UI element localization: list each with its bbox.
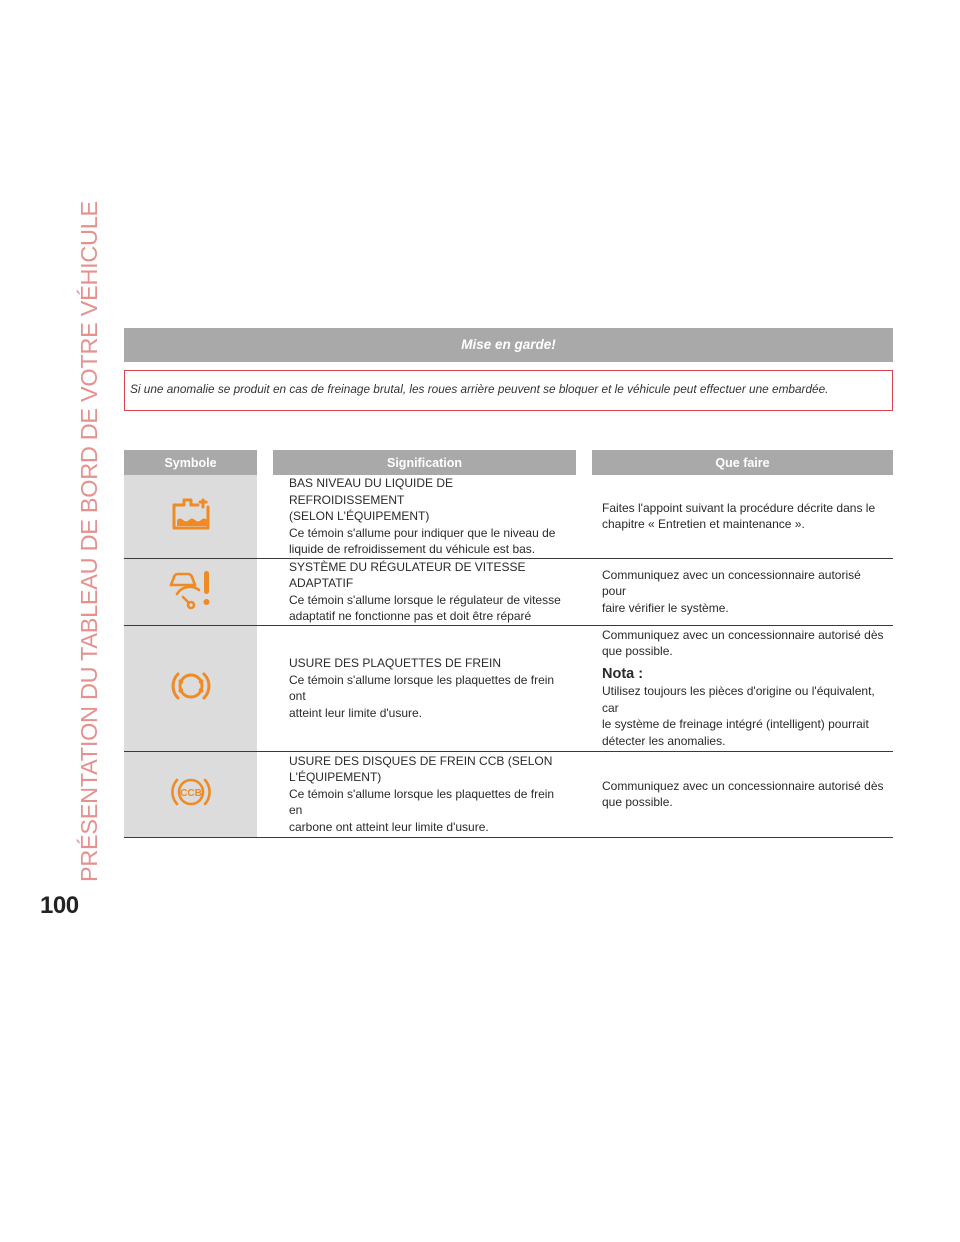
action-cell: Communiquez avec un concessionnaire autorisé dès que possible.: [592, 751, 893, 837]
action-cell: Faites l'appoint suivant la procédure décrite dans le chapitre « Entretien et maintenance ».: [592, 475, 893, 558]
meaning-cell: SYSTÈME DU RÉGULATEUR DE VITESSE ADAPTATIF Ce témoin s'allume lorsque le régulateur de vitesse adaptatif ne fonctionne pas et doit être réparé: [273, 558, 576, 625]
symbol-cell: [124, 751, 257, 837]
warning-title: Mise en garde!: [124, 328, 893, 362]
meaning-cell: USURE DES DISQUES DE FREIN CCB (SELON L'ÉQUIPEMENT) Ce témoin s'allume lorsque les plaquettes de frein en carbone ont atteint leur limite d'usure.: [273, 751, 576, 837]
side-chapter-title: PRÉSENTATION DU TABLEAU DE BORD DE VOTRE VÉHICULE: [76, 201, 102, 882]
coolant-level-icon: [171, 497, 211, 531]
table-row: [124, 475, 893, 558]
warning-text: Si une anomalie se produit en cas de freinage brutal, les roues arrière peuvent se bloquer et le véhicule peut effectuer une embardée.: [124, 370, 893, 411]
header-symbol: Symbole: [124, 450, 257, 475]
table-row: [124, 558, 893, 625]
ccb-label: CCB: [179, 787, 202, 799]
warning-lights-table: [124, 450, 893, 838]
table-header-row: [124, 450, 893, 475]
meaning-cell: USURE DES PLAQUETTES DE FREIN Ce témoin s'allume lorsque les plaquettes de frein ont atteint leur limite d'usure.: [273, 625, 576, 751]
symbol-cell: [124, 475, 257, 558]
page-number: 100: [40, 892, 79, 919]
meaning-cell: BAS NIVEAU DU LIQUIDE DE REFROIDISSEMENT (SELON L'ÉQUIPEMENT) Ce témoin s'allume pour indiquer que le niveau de liquide de refroidissement du véhicule est bas.: [273, 475, 576, 558]
symbol-cell: [124, 625, 257, 751]
nota-title: Nota :: [602, 665, 644, 682]
header-meaning: Signification: [273, 450, 576, 475]
symbol-cell: [124, 558, 257, 625]
table-row: [124, 751, 893, 837]
ccb-disc-wear-icon: [169, 774, 213, 810]
brake-pad-wear-icon: [171, 668, 211, 704]
table-row: [124, 625, 893, 751]
action-cell: Communiquez avec un concessionnaire autorisé pour faire vérifier le système.: [592, 558, 893, 625]
action-cell: Communiquez avec un concessionnaire autorisé dès que possible. Nota : Utilisez toujours les pièces d'origine ou l'équivalent, car le système de freinage intégré (intelligent) pourrait détecter les anomalies.: [592, 625, 893, 751]
header-action: Que faire: [592, 450, 893, 475]
warning-box: [124, 328, 893, 411]
adaptive-cruise-warning-icon: [168, 568, 214, 610]
